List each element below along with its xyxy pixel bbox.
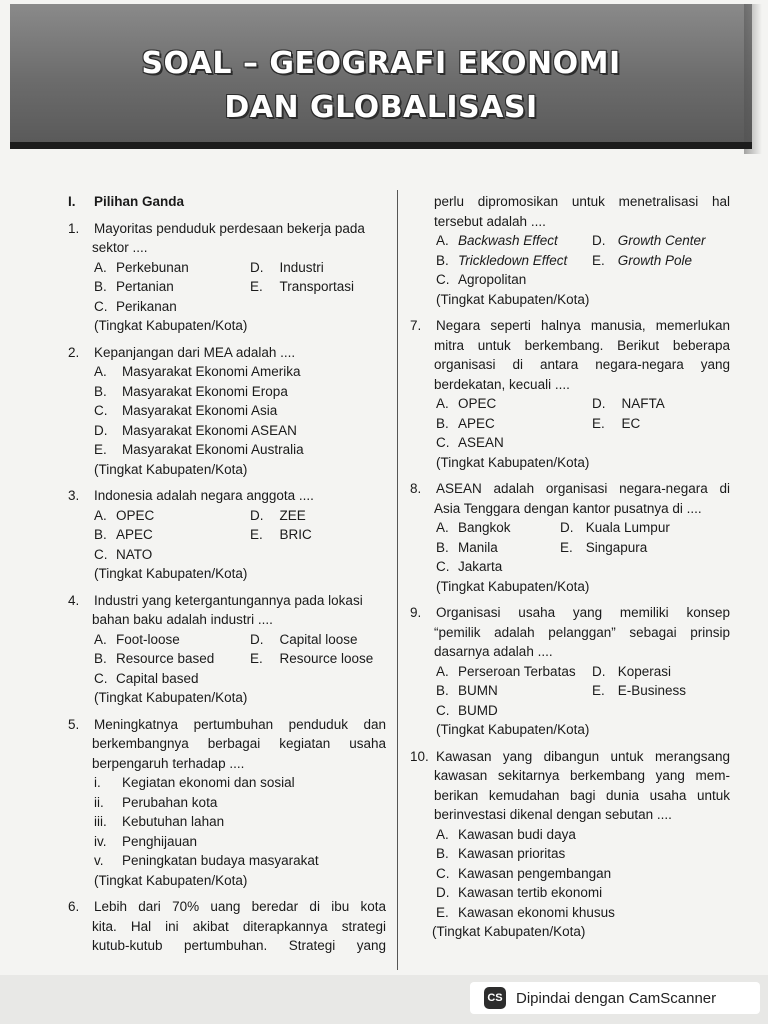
question-number: 3. [68, 488, 80, 503]
question-number: 6. [68, 899, 80, 914]
level-label: (Tingkat Kabupaten/Kota) [94, 872, 248, 888]
option-c: C. Perikanan [94, 298, 177, 314]
statement-iii: iii. Kebutuhan lahan [94, 814, 225, 829]
option-b: B. APEC [94, 527, 153, 542]
question-text: Negara seperti halnya manusia, memerlukan [436, 318, 730, 333]
option-e: E. Singapura [560, 539, 648, 555]
option-e: E. Kawasan ekonomi khusus [436, 904, 615, 920]
camscanner-watermark [470, 982, 760, 1014]
question-text: Kepanjangan dari MEA adalah .... [94, 344, 296, 360]
option-a: A. Bangkok [436, 520, 511, 535]
answer-options [436, 231, 730, 290]
option-a: A. OPEC [436, 396, 497, 411]
option-b: B. BUMN [436, 683, 498, 698]
question-text: Organisasi usaha yang memiliki konsep [436, 605, 730, 620]
question-text: organisasi di antara negara-negara yang [434, 357, 730, 372]
option-a: A. Masyarakat Ekonomi Amerika [94, 364, 301, 379]
question-text: tersebut adalah .... [434, 213, 546, 229]
option-b: B. Resource based [94, 651, 215, 666]
question-text: sektor .... [92, 240, 148, 255]
option-c: C. Jakarta [436, 559, 503, 574]
question-text: dasarnya adalah .... [434, 644, 553, 659]
option-a: A. Kawasan budi daya [436, 826, 576, 842]
question-text: berdekatan, kecuali .... [434, 376, 570, 392]
option-b: B. Kawasan prioritas [436, 846, 566, 861]
option-c: C. NATO [94, 546, 153, 562]
option-a: A. Backwash Effect [436, 233, 558, 248]
option-c: C. Masyarakat Ekonomi Asia [94, 403, 278, 418]
question-2 [68, 343, 386, 480]
option-d: D. Koperasi [592, 663, 672, 679]
option-e: E. E-Business [592, 683, 687, 698]
level-label: (Tingkat Kabupaten/Kota) [436, 291, 590, 307]
level-label: (Tingkat Kabupaten/Kota) [94, 318, 248, 333]
question-text: Industri yang ketergantungannya pada lokasi [94, 592, 363, 608]
title-underline-bar [10, 142, 752, 149]
option-c: C. Agropolitan [436, 272, 527, 287]
page-title-line-1: SOAL – GEOGRAFI EKONOMI [141, 46, 621, 81]
level-label: (Tingkat Kabupaten/Kota) [94, 690, 248, 705]
question-text: kita. Hal ini akibat diterapkannya strategi [92, 918, 386, 934]
option-c: C. Capital based [94, 670, 199, 686]
question-text: bahan baku adalah industri .... [92, 612, 273, 627]
option-e: E. Resource loose [250, 651, 374, 666]
question-text: ASEAN adalah organisasi negara-negara di [436, 481, 730, 496]
question-text: Kawasan yang dibangun untuk merangsang [436, 748, 730, 764]
question-7 [410, 316, 730, 472]
option-d: D. Industri [250, 259, 324, 275]
answer-options [436, 394, 730, 453]
option-d: D. Capital loose [250, 631, 358, 647]
question-number: 8. [410, 481, 422, 496]
left-column [68, 192, 386, 963]
option-e: E. Masyarakat Ekonomi Australia [94, 442, 304, 457]
question-1 [68, 219, 386, 336]
option-a: A. OPEC [94, 507, 155, 523]
page-title-line-2: DAN GLOBALISASI [224, 90, 538, 125]
question-number: 7. [410, 318, 422, 333]
level-label: (Tingkat Kabupaten/Kota) [436, 578, 590, 594]
option-d: D. Kawasan tertib ekonomi [436, 885, 603, 900]
question-text: kawasan sekitarnya berkembang yang mem- [434, 768, 730, 783]
option-b: B. Masyarakat Ekonomi Eropa [94, 383, 288, 399]
question-10 [410, 747, 730, 942]
option-a: A. Perseroan Terbatas [436, 663, 576, 679]
option-b: B. Manila [436, 539, 498, 555]
question-text: berinvestasi dikenal dengan sebutan .... [434, 807, 672, 822]
question-text: Mayoritas penduduk perdesaan bekerja pada [94, 220, 365, 236]
question-number: 10. [410, 748, 429, 764]
question-number: 4. [68, 592, 80, 608]
option-e: E. Growth Pole [592, 252, 693, 268]
question-text: berpengaruh terhadap .... [92, 755, 245, 771]
answer-options [94, 258, 386, 317]
question-3 [68, 486, 386, 584]
option-b: B. Trickledown Effect [436, 252, 568, 268]
question-text: Asia Tenggara dengan kantor pusatnya di .... [434, 500, 702, 516]
title-banner [10, 4, 752, 142]
option-e: E. Transportasi [250, 279, 355, 294]
question-text: Indonesia adalah negara anggota .... [94, 488, 314, 503]
question-5 [68, 715, 386, 891]
statement-v: v. Peningkatan budaya masyarakat [94, 853, 319, 868]
answer-options [94, 362, 386, 460]
answer-options [94, 506, 386, 565]
question-text: “pemilik adalah pelanggan” sebagai prinsip [434, 624, 730, 640]
option-d: D. NAFTA [592, 396, 665, 411]
option-d: D. Masyarakat Ekonomi ASEAN [94, 422, 297, 438]
answer-options [436, 662, 730, 721]
question-text: Meningkatnya pertumbuhan penduduk dan [94, 716, 386, 732]
question-text: mitra untuk berkembang. Berikut beberapa [434, 337, 730, 353]
section-title: Pilihan Ganda [94, 194, 185, 209]
level-label: (Tingkat Kabupaten/Kota) [432, 924, 586, 939]
question-text: perlu dipromosikan untuk menetralisasi hal [434, 194, 730, 209]
question-6-continued [410, 192, 730, 309]
question-text: Lebih dari 70% uang beredar di ibu kota [94, 899, 386, 914]
option-d: D. ZEE [250, 507, 306, 523]
camscanner-text: Dipindai dengan CamScanner [516, 989, 717, 1007]
answer-options [94, 630, 386, 689]
option-a: A. Perkebunan [94, 259, 189, 275]
section-number: I. [68, 194, 76, 209]
column-divider [397, 190, 398, 970]
question-text: berkembangnya berbagai kegiatan usaha [92, 736, 386, 751]
level-label: (Tingkat Kabupaten/Kota) [436, 722, 590, 737]
statement-ii: ii. Perubahan kota [94, 794, 218, 810]
question-9 [410, 603, 730, 740]
option-e: E. EC [592, 415, 641, 431]
question-number: 9. [410, 605, 422, 620]
statement-list [94, 773, 386, 871]
level-label: (Tingkat Kabupaten/Kota) [94, 461, 248, 477]
level-label: (Tingkat Kabupaten/Kota) [94, 566, 248, 581]
question-text: kutub-kutub pertumbuhan. Strategi yang [92, 938, 386, 953]
option-b: B. APEC [436, 415, 495, 431]
option-b: B. Pertanian [94, 279, 174, 294]
camscanner-logo-icon: CS [484, 987, 506, 1009]
answer-options [436, 825, 730, 923]
statement-i: i. Kegiatan ekonomi dan sosial [94, 775, 295, 790]
statement-iv: iv. Penghijauan [94, 833, 198, 849]
option-e: E. BRIC [250, 527, 312, 542]
question-number: 2. [68, 344, 80, 360]
option-a: A. Foot-loose [94, 631, 180, 647]
question-6 [68, 897, 386, 956]
question-number: 5. [68, 716, 80, 732]
level-label: (Tingkat Kabupaten/Kota) [436, 454, 590, 470]
option-d: D. Growth Center [592, 233, 706, 248]
option-d: D. Kuala Lumpur [560, 520, 670, 535]
option-c: C. BUMD [436, 702, 498, 718]
right-column [410, 192, 730, 949]
section-heading [68, 192, 386, 212]
question-number: 1. [68, 220, 80, 236]
question-8 [410, 479, 730, 596]
answer-options [436, 518, 730, 577]
option-c: C. ASEAN [436, 435, 504, 450]
question-text: berikan kemudahan bagi dunia usaha untuk [434, 787, 730, 803]
question-4 [68, 591, 386, 708]
option-c: C. Kawasan pengembangan [436, 865, 612, 881]
